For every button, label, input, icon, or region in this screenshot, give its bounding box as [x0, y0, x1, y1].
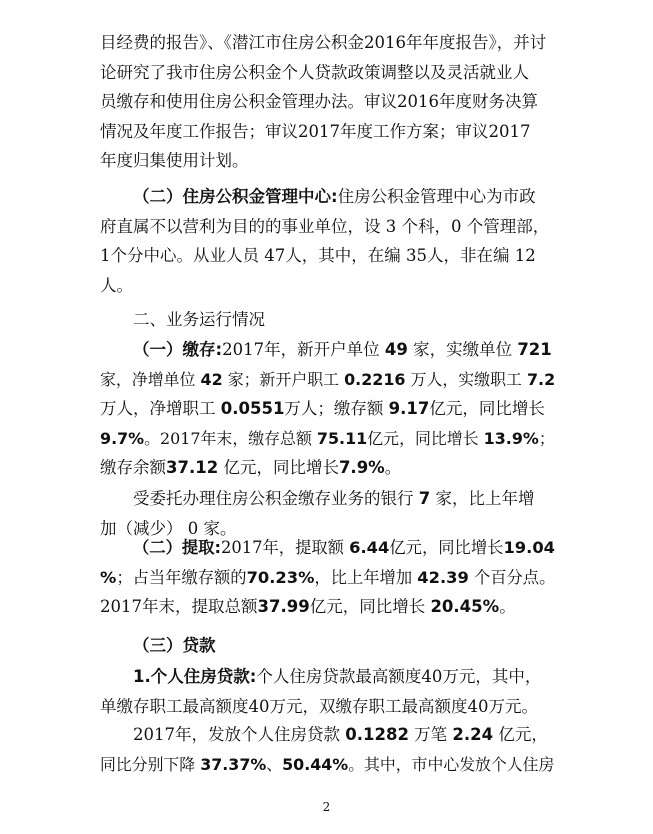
text-segment: 受委托办理住房公积金缴存业务的银行 — [133, 489, 419, 508]
text-segment: 单缴存职工最高额度40万元，双缴存职工最高额度40万元。 — [100, 696, 538, 716]
paragraph — [100, 28, 555, 176]
text-segment: 亿元，同比增长 — [389, 538, 504, 557]
text-segment: 二、业务运行情况 — [133, 310, 265, 329]
text-segment: 2017年，新开户单位 — [222, 340, 385, 359]
text-segment: 缴存余额 — [100, 458, 166, 477]
text-line — [100, 453, 555, 483]
text-segment: 7.2 — [526, 369, 556, 389]
text-segment: 万笔 — [408, 725, 453, 744]
text-segment: 70.23% — [246, 567, 315, 587]
text-segment: 亿元，同比增长 — [218, 458, 339, 477]
text-line — [100, 720, 555, 750]
text-segment: 家，实缴单位 — [407, 340, 518, 359]
text-segment: 万人，净增职工 — [100, 399, 221, 418]
page-number: 2 — [322, 800, 331, 814]
text-line — [100, 692, 555, 722]
text-segment: 住房公积金管理中心为市政 — [337, 187, 536, 206]
text-segment: 亿元，同比增长 — [429, 399, 545, 418]
text-line — [100, 662, 555, 692]
text-line — [100, 394, 555, 424]
text-segment: ； — [538, 428, 555, 448]
text-segment: 万人；缴存额 — [284, 399, 389, 418]
text-segment: ；占当年缴存额的 — [116, 567, 247, 587]
text-segment: 6.44 — [349, 538, 390, 557]
text-segment: 。2017年末，缴存总额 — [144, 428, 317, 448]
text-segment: 20.45% — [430, 597, 500, 616]
text-segment: 加（减少） 0 家。 — [100, 518, 237, 538]
text-line — [100, 631, 555, 661]
text-segment: 7.9% — [338, 458, 385, 477]
text-segment: 37.12 — [166, 458, 219, 477]
paragraph — [100, 305, 555, 335]
text-line — [100, 424, 555, 454]
text-line — [100, 305, 555, 335]
text-segment: 、 — [266, 754, 283, 774]
text-segment: 42 — [200, 369, 223, 389]
text-line — [100, 28, 555, 58]
text-segment: 2.24 — [452, 725, 494, 744]
text-segment: 。其中，市中心发放个人住房 — [348, 754, 555, 774]
text-segment: 家，比上年增 — [430, 489, 535, 508]
text-segment: 。 — [499, 597, 516, 616]
text-segment: （三）贷款 — [133, 636, 216, 655]
text-segment: 亿元，同比增长 — [367, 428, 484, 448]
paragraph — [100, 335, 555, 483]
text-segment: 721 — [517, 340, 552, 359]
text-segment: % — [100, 567, 117, 587]
text-segment: 同比分别下降 — [100, 754, 201, 774]
text-segment: 个百分点。 — [468, 567, 556, 587]
text-segment: 亿元，同比增长 — [309, 597, 431, 616]
text-segment: ，比上年增加 — [314, 567, 418, 587]
text-segment: 9.17 — [388, 399, 430, 418]
text-segment: 员缴存和使用住房公积金管理办法。审议2016年度财务决算 — [100, 92, 538, 111]
text-segment: 年度归集使用计划。 — [100, 151, 249, 170]
paragraph — [100, 720, 555, 779]
text-segment: 37.37% — [200, 754, 267, 774]
text-segment: 家，净增单位 — [100, 369, 201, 389]
text-line — [100, 484, 555, 514]
text-segment: 37.99 — [257, 597, 310, 616]
text-line — [100, 117, 555, 147]
text-segment: 府直属不以营利为目的的事业单位，设 3 个科，0 个管理部， — [100, 216, 550, 236]
text-segment: 2017年，发放个人住房贷款 — [133, 725, 346, 744]
paragraph — [100, 662, 555, 721]
text-line — [100, 271, 555, 301]
text-line — [100, 146, 555, 176]
text-segment: 0.0551 — [220, 399, 285, 418]
text-segment: 75.11 — [316, 428, 368, 448]
text-segment: 人。 — [100, 275, 133, 295]
text-line — [100, 533, 555, 563]
text-line — [100, 335, 555, 365]
text-segment: 19.04 — [503, 538, 556, 557]
text-segment: 2017年，提取额 — [221, 538, 350, 557]
text-segment: 9.7% — [100, 428, 145, 448]
text-segment: （一）缴存: — [133, 340, 223, 359]
text-segment: 万人，实缴职工 — [405, 369, 527, 389]
paragraph — [100, 533, 555, 622]
paragraph — [100, 182, 555, 300]
text-line — [100, 241, 555, 271]
text-segment: 0.2216 — [344, 369, 406, 389]
text-segment: 49 — [384, 340, 408, 359]
text-segment: 42.39 — [417, 567, 469, 587]
text-line — [100, 87, 555, 117]
text-segment: 。 — [384, 458, 402, 477]
text-segment: 目经费的报告》、《潜江市住房公积金2016年年度报告》，并讨 — [100, 33, 547, 52]
text-segment: （二）住房公积金管理中心: — [133, 187, 338, 206]
text-segment: 1.个人住房贷款: — [133, 667, 257, 686]
text-line — [100, 563, 555, 593]
text-segment: 2017年末，提取总额 — [100, 597, 258, 616]
text-line — [100, 182, 555, 212]
text-line — [100, 212, 555, 242]
text-segment: 论研究了我市住房公积金个人贷款政策调整以及灵活就业人 — [100, 62, 529, 82]
text-segment: （二）提取: — [133, 538, 222, 557]
text-segment: 情况及年度工作报告；审议2017年度工作方案；审议2017 — [100, 121, 531, 141]
text-line — [100, 58, 555, 88]
text-segment: 家；新开户职工 — [222, 369, 345, 389]
text-line — [100, 365, 555, 395]
text-line — [100, 592, 555, 622]
paragraph — [100, 631, 555, 661]
text-line — [100, 750, 555, 780]
text-segment: 亿元， — [493, 725, 548, 744]
text-segment: 13.9% — [483, 428, 539, 448]
text-segment: 1个分中心。从业人员 47人，其中，在编 35人，非在编 12 — [100, 246, 536, 265]
text-segment: 0.1282 — [345, 725, 409, 744]
text-segment: 个人住房贷款最高额度40万元，其中， — [256, 667, 542, 686]
text-segment: 7 — [418, 489, 431, 508]
text-segment: 50.44% — [282, 754, 349, 774]
